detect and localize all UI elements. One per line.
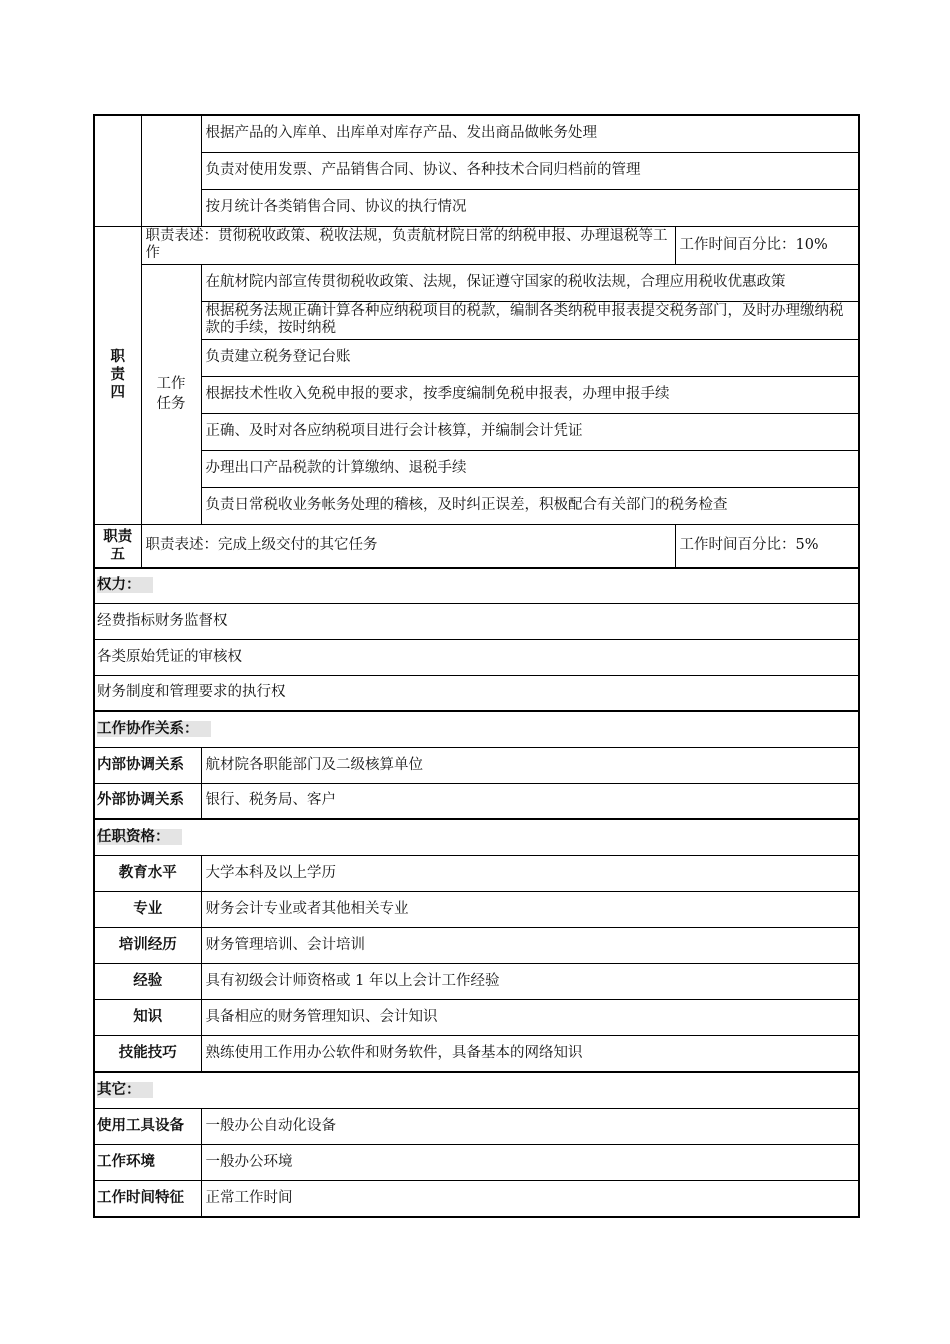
qualification-value: 具有初级会计师资格或 1 年以上会计工作经验 xyxy=(201,963,859,999)
qualification-label: 经验 xyxy=(94,963,201,999)
authority-section-title: 权力： xyxy=(94,568,859,603)
other-section-title: 其它： xyxy=(94,1072,859,1108)
task-item: 根据技术性收入免税申报的要求，按季度编制免税申报表，办理申报手续 xyxy=(201,376,859,413)
collaboration-value: 航材院各职能部门及二级核算单位 xyxy=(201,747,859,783)
qualification-value: 财务管理培训、会计培训 xyxy=(201,927,859,963)
other-value: 一般办公环境 xyxy=(201,1144,859,1180)
duty-5-label: 职责 五 xyxy=(94,524,141,568)
duty-4-label: 职 责 四 xyxy=(94,226,141,524)
duty-label-cell-continued xyxy=(94,115,141,226)
task-item: 根据税务法规正确计算各种应纳税项目的税款，编制各类纳税申报表提交税务部门，及时办理缴纳税款的手续，按时纳税 xyxy=(201,301,859,339)
task-item: 按月统计各类销售合同、协议的执行情况 xyxy=(201,189,859,226)
authority-item: 经费指标财务监督权 xyxy=(94,603,859,639)
other-label: 工作时间特征 xyxy=(94,1180,201,1217)
task-label-cell-continued xyxy=(141,115,201,226)
other-label: 使用工具设备 xyxy=(94,1108,201,1144)
task-item: 办理出口产品税款的计算缴纳、退税手续 xyxy=(201,450,859,487)
other-value: 一般办公自动化设备 xyxy=(201,1108,859,1144)
task-label: 工作 任务 xyxy=(141,264,201,524)
qualification-value: 熟练使用工作用办公软件和财务软件，具备基本的网络知识 xyxy=(201,1035,859,1072)
qualification-label: 培训经历 xyxy=(94,927,201,963)
task-item: 负责日常税收业务帐务处理的稽核，及时纠正误差，积极配合有关部门的税务检查 xyxy=(201,487,859,524)
other-value: 正常工作时间 xyxy=(201,1180,859,1217)
qualification-label: 技能技巧 xyxy=(94,1035,201,1072)
qualification-label: 专业 xyxy=(94,891,201,927)
collaboration-value: 银行、税务局、客户 xyxy=(201,783,859,819)
qualification-section-title: 任职资格： xyxy=(94,819,859,855)
other-label: 工作环境 xyxy=(94,1144,201,1180)
duty-5-statement: 职责表述：完成上级交付的其它任务 xyxy=(141,524,675,568)
authority-item: 财务制度和管理要求的执行权 xyxy=(94,675,859,711)
task-item: 根据产品的入库单、出库单对库存产品、发出商品做帐务处理 xyxy=(201,115,859,152)
authority-item: 各类原始凭证的审核权 xyxy=(94,639,859,675)
duty-4-time-percentage: 工作时间百分比：10% xyxy=(675,226,859,264)
collaboration-label: 内部协调关系 xyxy=(94,747,201,783)
job-description-table xyxy=(93,114,860,1218)
duty-4-statement: 职责表述：贯彻税收政策、税收法规，负责航材院日常的纳税申报、办理退税等工作 xyxy=(141,226,675,264)
qualification-value: 财务会计专业或者其他相关专业 xyxy=(201,891,859,927)
qualification-value: 具备相应的财务管理知识、会计知识 xyxy=(201,999,859,1035)
duty-5-time-percentage: 工作时间百分比：5% xyxy=(675,524,859,568)
qualification-value: 大学本科及以上学历 xyxy=(201,855,859,891)
task-item: 负责对使用发票、产品销售合同、协议、各种技术合同归档前的管理 xyxy=(201,152,859,189)
qualification-label: 知识 xyxy=(94,999,201,1035)
task-item: 在航材院内部宣传贯彻税收政策、法规，保证遵守国家的税收法规，合理应用税收优惠政策 xyxy=(201,264,859,301)
collaboration-section-title: 工作协作关系： xyxy=(94,711,859,747)
task-item: 正确、及时对各应纳税项目进行会计核算，并编制会计凭证 xyxy=(201,413,859,450)
collaboration-label: 外部协调关系 xyxy=(94,783,201,819)
qualification-label: 教育水平 xyxy=(94,855,201,891)
task-item: 负责建立税务登记台账 xyxy=(201,339,859,376)
